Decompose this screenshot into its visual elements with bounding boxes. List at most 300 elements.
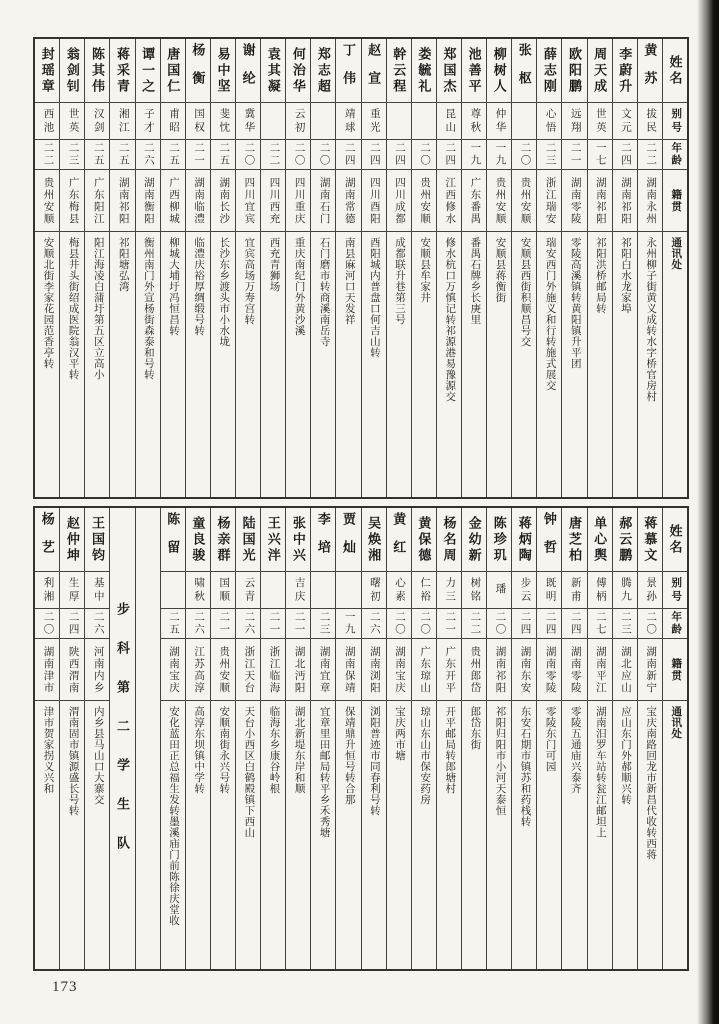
person-name: 蒋采青 [110,39,134,103]
person-address: 湖南汨罗车站转瓮江邮坦上 [594,706,606,838]
roster-person-column [612,39,637,497]
person-address: 祁阳白水龙家埠 [619,237,631,314]
person-age: 二二 [35,140,59,170]
roster-person-column [587,508,612,969]
person-address: 祁阳归阳市小河天泰恒 [494,706,506,816]
person-name: 周天成 [588,39,612,103]
person-name: 易中坚 [211,39,235,103]
roster-person-column [335,39,360,497]
header-age-label: 年龄 [663,140,687,170]
person-origin: 贵州安顺 [211,639,235,701]
person-name: 陈其伟 [85,39,109,103]
header-alias-label: 别号 [663,103,687,140]
header-age-label: 年龄 [663,609,687,639]
person-alias [512,103,536,140]
person-origin: 广西柳城 [161,170,185,232]
person-address: 重庆南纪门外黄沙溪 [293,237,305,336]
roster-person-column [235,39,260,497]
person-name: 杨衡 [186,39,210,103]
person-address: 零陵东门可园 [544,706,556,772]
roster-person-column [361,508,386,969]
person-age: 二四 [362,140,386,170]
roster-person-column [411,508,436,969]
person-origin: 湖南宜章 [311,639,335,701]
roster-person-column [511,39,536,497]
person-address: 梅县井头街绍成医院翁汉平转 [67,237,79,380]
person-age: 二一 [286,609,310,639]
roster-person-column [536,508,561,969]
roster-person-column [536,39,561,497]
person-alias: 傅柄 [588,572,612,609]
person-name: 金幼新 [462,508,486,572]
person-origin: 贵州安顺 [35,170,59,232]
person-address: 长沙东乡渡头市小水垅 [218,237,230,347]
person-alias: 斐忱 [211,103,235,140]
person-origin: 河南内乡 [85,639,109,701]
person-origin: 贵州安顺 [487,170,511,232]
person-age: 二二 [462,609,486,639]
person-address: 瑞安西门外施义和行转施式展交 [544,237,556,391]
person-origin: 四川宜宾 [236,170,260,232]
person-origin: 湖南祁阳 [487,639,511,701]
roster-person-column [587,39,612,497]
person-name: 赵仲坤 [60,508,84,572]
person-address: 郎岱东街 [469,706,481,750]
person-name: 贾灿 [336,508,360,572]
empty-column [135,508,160,969]
person-name: 封瑶章 [35,39,59,103]
person-name: 童良骏 [186,508,210,572]
person-address: 西充青狮场 [268,237,280,292]
person-origin: 湖南津市 [35,639,59,701]
roster-person-column [335,508,360,969]
person-alias: 步云 [512,572,536,609]
person-age: 二〇 [286,140,310,170]
person-age: 二六 [85,609,109,639]
person-name: 钟哲 [537,508,561,572]
roster-person-column [461,39,486,497]
roster-person-column [210,39,235,497]
person-alias: 世英 [588,103,612,140]
person-age: 二〇 [512,140,536,170]
person-address: 永州柳子街黄义成转水字桥官房村 [645,237,657,402]
person-address: 临海东乡康谷岭根 [268,706,280,794]
person-address: 保靖鼎升恒号转合那 [343,706,355,805]
person-address: 宜宾高场万寿宫转 [243,237,255,325]
page-number: 173 [52,979,78,995]
person-address: 开平邮局转郎塘村 [444,706,456,794]
roster-person-column [637,39,662,497]
person-age: 二一 [437,609,461,639]
person-origin: 湖南宝庆 [161,639,185,701]
person-age: 二六 [236,609,260,639]
person-address: 安顺县牟家井 [419,237,431,303]
person-age: 二一 [562,140,586,170]
person-age: 二一 [261,609,285,639]
person-age: 二四 [512,609,536,639]
person-alias: 仁裕 [412,572,436,609]
roster-person-column [260,508,285,969]
person-name: 娄毓礼 [412,39,436,103]
person-age: 二五 [211,140,235,170]
person-origin: 湖南宝庆 [387,639,411,701]
person-alias: 重光 [362,103,386,140]
roster-person-column [637,508,662,969]
person-alias: 树铭 [462,572,486,609]
person-age: 二六 [186,609,210,639]
person-name: 蒋慕文 [638,508,662,572]
person-origin: 湖南临澧 [186,170,210,232]
person-origin: 广东琼山 [412,639,436,701]
header-name-label: 姓名 [663,508,687,572]
person-name: 李蔚升 [613,39,637,103]
person-name: 欧阳鹏 [562,39,586,103]
person-alias: 冀华 [236,103,260,140]
person-alias [387,103,411,140]
person-age: 二〇 [412,609,436,639]
person-age: 二四 [387,140,411,170]
person-origin: 湖南东安 [512,639,536,701]
roster-person-column [411,39,436,497]
person-name: 唐国仁 [161,39,185,103]
person-address: 祁阳洪桥邮局转 [594,237,606,314]
person-age: 二三 [537,140,561,170]
person-age: 二四 [437,140,461,170]
person-age: 二二 [638,140,662,170]
person-age: 二〇 [412,140,436,170]
person-age: 二四 [562,609,586,639]
person-address: 内乡县马山口大寨交 [92,706,104,805]
roster-person-column [436,508,461,969]
roster-person-column [135,39,160,497]
person-address: 应山东门外郝顺兴转 [619,706,631,805]
roster-person-column [235,508,260,969]
person-alias: 力三 [437,572,461,609]
person-name: 池善平 [462,39,486,103]
person-alias: 拔民 [638,103,662,140]
person-address: 高淳东坝镇中学转 [193,706,205,794]
person-name: 杨艺 [35,508,59,572]
person-origin: 广东阳江 [85,170,109,232]
roster-person-column [612,508,637,969]
person-origin: 浙江天台 [236,639,260,701]
person-age: 二一 [211,609,235,639]
person-name: 黄红 [387,508,411,572]
person-origin: 贵州安顺 [512,170,536,232]
person-address: 宝庆南路回龙市新昌代收转西蒋 [645,706,657,860]
roster-person-column [160,39,185,497]
person-name: 王兴泮 [261,508,285,572]
person-origin: 贵州安顺 [412,170,436,232]
person-alias: 国顺 [211,572,235,609]
person-alias: 腾九 [613,572,637,609]
person-origin: 湖南平江 [588,639,612,701]
person-origin: 湖南祁阳 [613,170,637,232]
person-age: 二二 [261,140,285,170]
person-name: 黄苏 [638,39,662,103]
person-origin: 四川重庆 [286,170,310,232]
person-name: 陈珍玑 [487,508,511,572]
person-alias: 璠 [487,572,511,609]
person-alias: 新甫 [562,572,586,609]
person-origin: 广东番禺 [462,170,486,232]
person-address: 修水杭口万慎记转祁源港易豫源交 [444,237,456,402]
person-alias: 生厚 [60,572,84,609]
roster-person-column [160,508,185,969]
roster-person-column [210,508,235,969]
person-alias: 景孙 [638,572,662,609]
person-alias: 文元 [613,103,637,140]
header-column [662,39,687,497]
person-age: 一九 [462,140,486,170]
person-origin: 湖南常德 [336,170,360,232]
person-age: 一七 [588,140,612,170]
person-age: 二六 [136,140,160,170]
person-alias: 国权 [186,103,210,140]
person-alias: 甫昭 [161,103,185,140]
person-age: 二六 [362,609,386,639]
person-address: 衡州南门外宣杨街森泰和号转 [142,237,154,380]
person-address: 南县麻河口天发祥 [343,237,355,325]
roster-person-column [59,508,84,969]
person-name: 郝云鹏 [613,508,637,572]
person-alias [311,572,335,609]
person-name: 赵宣 [362,39,386,103]
header-alias-label: 别号 [663,572,687,609]
scan-edge-artifact [697,0,719,1024]
person-alias: 云青 [236,572,260,609]
person-name: 蒋炳陶 [512,508,536,572]
person-name: 杨亲群 [211,508,235,572]
person-name: 杨名周 [437,508,461,572]
person-name: 陆国光 [236,508,260,572]
roster-person-column [436,39,461,497]
person-address: 天台小西区白鹤殿镇下西山 [243,706,255,838]
person-address: 安化蓝田正总福生发转墨溪庙门前陈徐庆堂收 [168,706,180,926]
person-age: 一九 [336,609,360,639]
person-alias: 利湘 [35,572,59,609]
person-alias: 湘江 [110,103,134,140]
person-age: 二一 [186,140,210,170]
roster-person-column [361,39,386,497]
person-age: 二〇 [35,609,59,639]
person-name: 唐芝柏 [562,508,586,572]
person-address: 祁阳塘弘湾 [117,237,129,292]
person-age: 二三 [60,140,84,170]
roster-person-column [561,508,586,969]
person-age: 二〇 [311,140,335,170]
roster-person-column [84,39,109,497]
person-alias: 云初 [286,103,310,140]
person-name: 郑志超 [311,39,335,103]
person-origin: 湖北应山 [613,639,637,701]
person-name: 黄保德 [412,508,436,572]
person-age: 二三 [311,609,335,639]
person-origin: 陕西渭南 [60,639,84,701]
roster-person-column [285,39,310,497]
person-address: 零陵高溪镇转黄阳镇升平团 [569,237,581,369]
person-name: 郑国杰 [437,39,461,103]
person-name: 袁其凝 [261,39,285,103]
person-name: 翁剑钊 [60,39,84,103]
person-origin: 湖北沔阳 [286,639,310,701]
person-name: 王国钧 [85,508,109,572]
roster-person-column [386,508,411,969]
header-address-label: 通讯处 [670,706,682,739]
person-address: 柳城大埔圩冯恒昌转 [168,237,180,336]
person-age: 二五 [161,609,185,639]
person-alias: 尊秋 [462,103,486,140]
person-origin: 广东开平 [437,639,461,701]
header-origin-label: 籍贯 [663,170,687,232]
person-alias: 昆山 [437,103,461,140]
person-origin: 湖南浏阳 [362,639,386,701]
roster-person-column [260,39,285,497]
person-address: 临澧庆裕厚绸缎号转 [193,237,205,336]
roster-person-column [511,508,536,969]
person-alias: 基中 [85,572,109,609]
person-alias: 汉剑 [85,103,109,140]
person-address: 安顺县蒋衡街 [494,237,506,303]
person-alias: 啸秋 [186,572,210,609]
person-alias: 仲华 [487,103,511,140]
person-alias: 既明 [537,572,561,609]
roster-person-column [386,39,411,497]
person-name: 吴焕湘 [362,508,386,572]
person-origin: 江西修水 [437,170,461,232]
person-origin: 湖南新宁 [638,639,662,701]
roster-table-top [33,37,689,499]
person-origin: 湖南长沙 [211,170,235,232]
person-origin: 广东梅县 [60,170,84,232]
person-age: 二五 [161,140,185,170]
person-name: 柳树人 [487,39,511,103]
person-address: 石门磨市转商溪南岳寺 [318,237,330,347]
person-address: 零陵五通庙兴泰齐 [569,706,581,794]
person-alias [161,572,185,609]
roster-person-column [35,39,59,497]
header-column [662,508,687,969]
header-address-label: 通讯处 [670,237,682,270]
person-age: 二四 [613,140,637,170]
roster-person-column [461,508,486,969]
person-alias: 西池 [35,103,59,140]
person-alias: 心悟 [537,103,561,140]
person-address: 安顺南街永兴号转 [218,706,230,794]
person-origin: 四川成都 [387,170,411,232]
person-alias: 子才 [136,103,160,140]
person-age: 二五 [85,140,109,170]
roster-person-column [285,508,310,969]
person-origin: 湖南零陵 [537,639,561,701]
header-name-label: 姓名 [663,39,687,103]
person-origin: 四川酉阳 [362,170,386,232]
person-alias: 曙初 [362,572,386,609]
person-origin: 湖南衡阳 [136,170,160,232]
person-address: 湖北新堤东岸和顺 [293,706,305,794]
person-address: 渭南固市镇源盛长号转 [67,706,79,816]
person-address: 浏阳普迹市同春利号转 [368,706,380,816]
roster-person-column [59,39,84,497]
person-origin: 湖南祁阳 [588,170,612,232]
person-origin: 湖南祁阳 [110,170,134,232]
person-age: 二四 [336,140,360,170]
person-origin: 贵州郎岱 [462,639,486,701]
person-age: 二四 [60,609,84,639]
person-origin: 湖南零陵 [562,170,586,232]
person-origin: 江苏高淳 [186,639,210,701]
person-age: 二五 [110,140,134,170]
person-alias: 远翔 [562,103,586,140]
person-name: 幹云程 [387,39,411,103]
person-age: 一九 [487,140,511,170]
person-name: 陈留 [161,508,185,572]
person-name: 谢纶 [236,39,260,103]
person-alias: 靖球 [336,103,360,140]
person-alias [261,103,285,140]
person-address: 东安石期市镇苏和药栈转 [519,706,531,827]
roster-person-column [486,39,511,497]
roster-person-column [35,508,59,969]
roster-person-column [84,508,109,969]
person-origin: 湖南保靖 [336,639,360,701]
roster-person-column [310,508,335,969]
header-origin-label: 籍贯 [663,639,687,701]
person-alias: 心素 [387,572,411,609]
person-address: 安顺县西街积顺昌号交 [519,237,531,347]
person-age: 二〇 [638,609,662,639]
person-address: 津市贺家拐义兴和 [42,706,54,794]
person-name: 谭一之 [136,39,160,103]
person-origin: 浙江临海 [261,639,285,701]
person-address: 宜章里田邮局转平乡禾秀塘 [318,706,330,838]
person-name: 张中兴 [286,508,310,572]
person-name: 薛志刚 [537,39,561,103]
person-address: 琼山东山市保安药房 [419,706,431,805]
person-origin: 湖南石门 [311,170,335,232]
unit-label-column: 步科第二学生队 [109,508,134,969]
person-alias [412,103,436,140]
person-address: 番禺石牌乡长庚里 [469,237,481,325]
roster-person-column [185,508,210,969]
person-age: 二七 [588,609,612,639]
person-address: 宝庆两市塘 [394,706,405,761]
person-name: 张枢 [512,39,536,103]
person-address: 阳江海凌白蒲圩第五区立高小 [92,237,104,380]
person-address: 成都联升巷第三号 [394,237,405,325]
person-address: 安顺北街李家花园范香亭转 [42,237,54,369]
person-name: 单心舆 [588,508,612,572]
person-age: 二三 [613,609,637,639]
roster-person-column [486,508,511,969]
person-name: 丁伟 [336,39,360,103]
person-age: 二〇 [387,609,411,639]
person-alias: 吉庆 [286,572,310,609]
person-origin: 浙江瑞安 [537,170,561,232]
roster-table-bottom [33,506,689,971]
person-address: 酉阳城内普盘口何吉山转 [368,237,380,358]
person-age: 二四 [537,609,561,639]
person-alias [311,103,335,140]
person-name: 李培 [311,508,335,572]
roster-person-column [310,39,335,497]
person-name: 何治华 [286,39,310,103]
roster-person-column [185,39,210,497]
person-age: 二〇 [487,609,511,639]
person-alias [261,572,285,609]
person-age: 二〇 [236,140,260,170]
person-origin: 四川西充 [261,170,285,232]
